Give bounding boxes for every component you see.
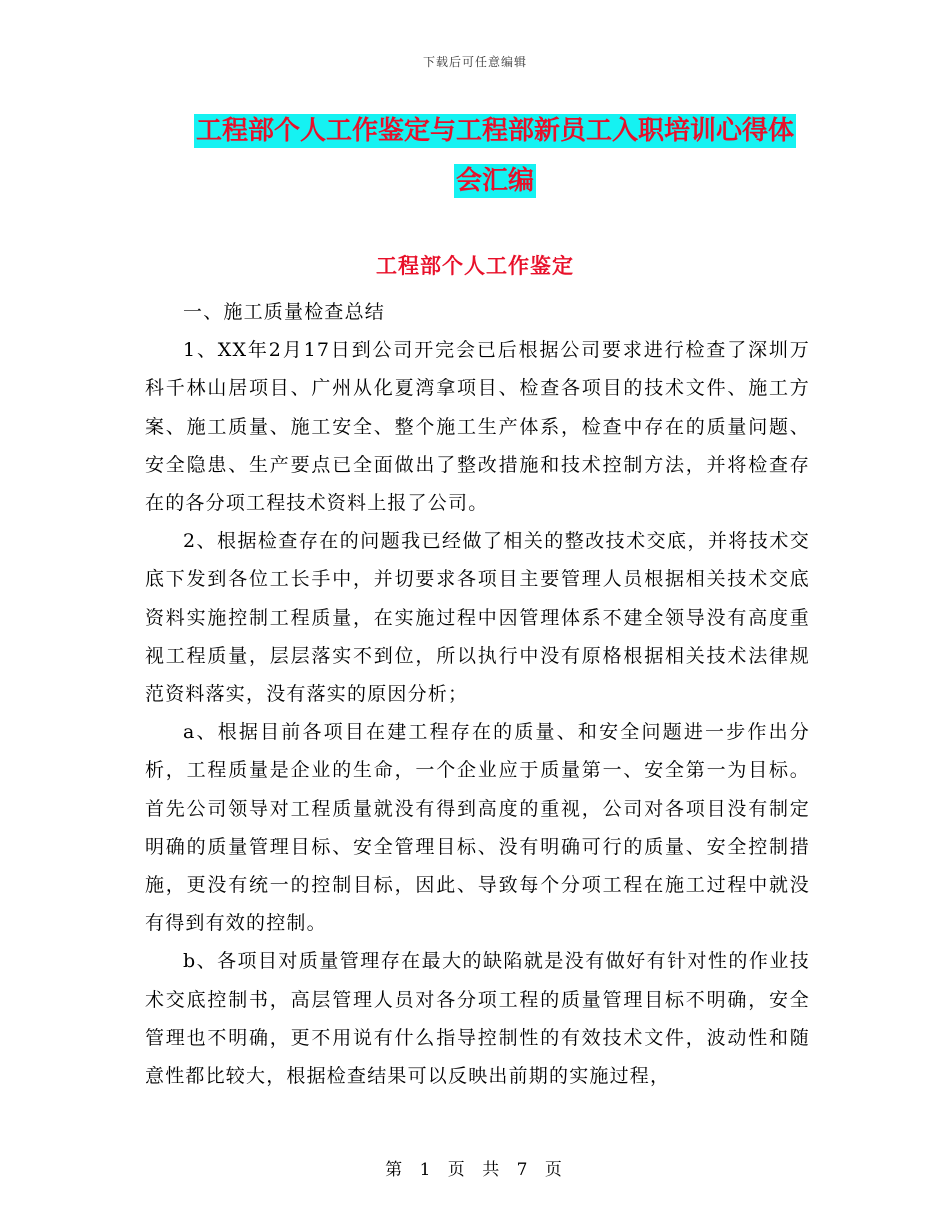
paragraph: 1、XX年2月17日到公司开完会已后根据公司要求进行检查了深圳万科千林山居项目、广州从化夏湾拿项目、检查各项目的技术文件、施工方案、施工质量、施工安全、整个施工生产体系，检查中存在的质量问题、安全隐患、生产要点已全面做出了整改措施和技术控制方法，并将检查存在的各分项工程技术资料上报了公司。 xyxy=(145,339,810,515)
page-number-footer: 第 1 页 共 7 页 xyxy=(385,1160,565,1180)
paragraph: 2、根据检查存在的问题我已经做了相关的整改技术交底，并将技术交底下发到各位工长手中，并切要求各项目主要管理人员根据相关技术交底资料实施控制工程质量，在实施过程中因管理体系不建全领导没有高度重视工程质量，层层落实不到位，所以执行中没有原格根据相关技术法律规范资料落实，没有落实的原因分析； xyxy=(145,530,810,706)
document-title-line-2: 会汇编 xyxy=(455,166,534,196)
document-title xyxy=(160,106,830,206)
paragraph-heading-1: 一、施工质量检查总结 xyxy=(183,301,386,323)
paragraph: b、各项目对质量管理存在最大的缺陷就是没有做好有针对性的作业技术交底控制书，高层管理人员对各分项工程的质量管理目标不明确，安全管理也不明确，更不用说有什么指导控制性的有效技术文件，波动性和随意性都比较大，根据检查结果可以反映出前期的实施过程， xyxy=(145,950,810,1088)
paragraph: a、根据目前各项目在建工程存在的质量、和安全问题进一步作出分析，工程质量是企业的生命，一个企业应于质量第一、安全第一为目标。首先公司领导对工程质量就没有得到高度的重视，公司对各项目没有制定明确的质量管理目标、安全管理目标、没有明确可行的质量、安全控制措施，更没有统一的控制目标，因此、导致每个分项工程在施工过程中就没有得到有效的控制。 xyxy=(145,721,810,935)
document-title-line-1: 工程部个人工作鉴定与工程部新员工入职培训心得体 xyxy=(195,116,794,146)
section-title: 工程部个人工作鉴定 xyxy=(376,254,574,278)
document-body xyxy=(145,293,810,1095)
page-header-note: 下载后可任意编辑 xyxy=(422,55,527,69)
